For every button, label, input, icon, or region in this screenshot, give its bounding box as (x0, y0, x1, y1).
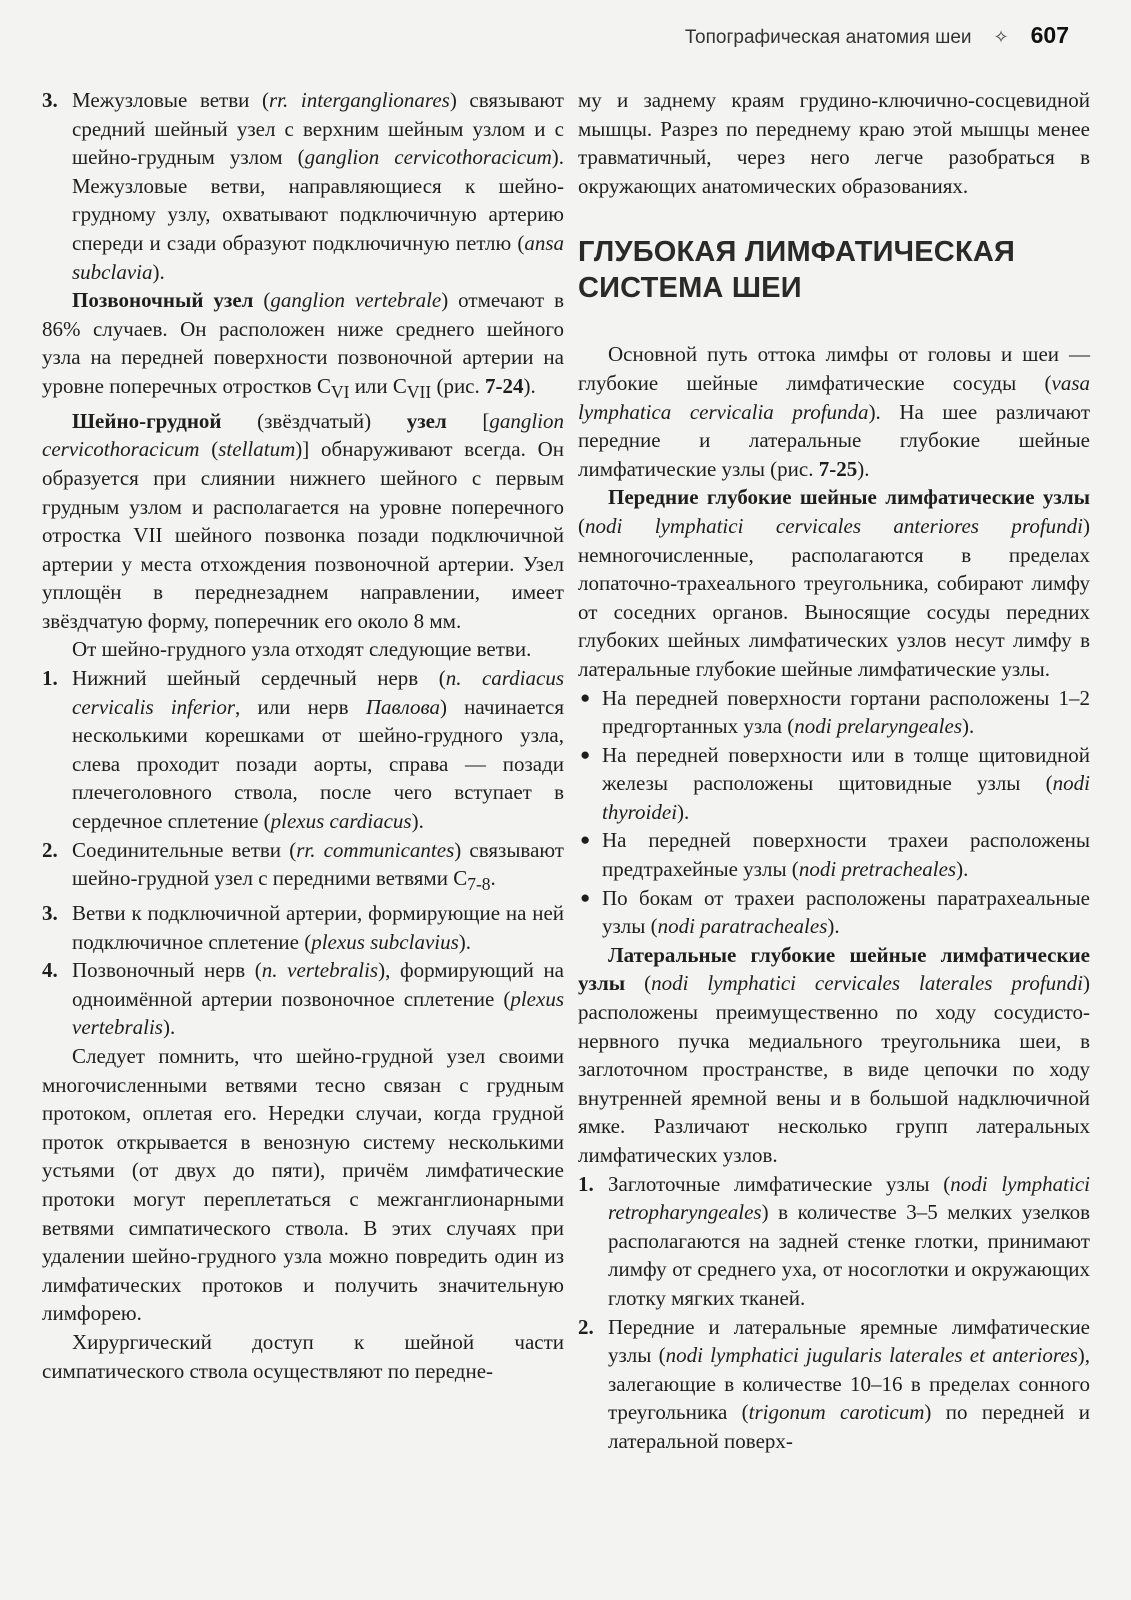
left-column (42, 86, 564, 1385)
text-run: Соединительные ветви ( (72, 837, 297, 862)
text-run: По бокам от трахеи расположены паратрахеальные узлы ( (602, 885, 1090, 939)
text-run: (рис. (431, 373, 486, 398)
text-run: На передней поверхности гортани расположены 1–2 предгортанных узла ( (602, 685, 1090, 739)
paragraph-surgical-access-continued: му и заднему краям грудино-ключично-сосцевидной мышцы. Разрез по переднему краю этой мышцы менее травматичный, через него легче разобраться в окружающих анатомических образованиях. (578, 88, 1090, 198)
list-item-retropharyngeal (578, 1170, 1090, 1313)
text-run: ( (199, 437, 219, 462)
text-run: Ветви к подключичной артерии, формирующие на ней подключичное сплетение ( (72, 901, 564, 954)
list-number: 2. (42, 837, 58, 862)
paragraph-stellate-ganglion (42, 407, 564, 636)
paragraph-main-pathway (578, 340, 1090, 483)
text-run: ). (458, 929, 472, 954)
list-item-vertebral-nerve (42, 956, 564, 1042)
text-run: Основной путь оттока лимфы от головы и шеи — глубокие шейные лимфатические сосуды ( (578, 342, 1090, 395)
text-run: ). На шее различают передние и латеральные глубокие шейные лимфатические узлы (рис. (578, 399, 1090, 481)
right-column (578, 86, 1090, 1456)
bold-term: Позвоночный узел (72, 288, 254, 313)
latin-term: rr. communicantes (296, 837, 455, 862)
section-heading-line: ГЛУБОКАЯ ЛИМФАТИЧЕСКАЯ (578, 236, 1016, 269)
bold-term: Шейно-грудной (72, 408, 222, 433)
text-run: ) связывают шейно-грудной узел с передними ветвями C (72, 837, 564, 891)
bold-term: Передние глубокие шейные лимфатические узлы (608, 485, 1090, 510)
latin-term: vasa lymphatica cervicalia profunda (578, 370, 1090, 424)
text-run: ) связывают средний шейный узел с верхним шейным узлом и с шейно-грудным узлом ( (72, 88, 564, 170)
latin-term: ganglion cervicothoracicum (304, 145, 552, 170)
text-run: [ (446, 408, 490, 433)
latin-term: ganglion vertebrale (270, 288, 442, 313)
paragraph-remember: Следует помнить, что шейно-грудной узел своими многочисленными ветвями тесно связан с грудным протоком, оплетая его. Нередки случаи, когда грудной проток открывается в венозную систему несколькими устьями (от двух до пяти), причём лимфатические протоки могут переплетаться с межганглионарными ветвями симпатического ствола. В этих случаях при удалении шейно-грудного узла можно повредить один из лимфатических протоков и получить значительную лимфорею. (42, 1043, 564, 1326)
running-head (685, 22, 1069, 49)
latin-term: plexus vertebralis (72, 986, 564, 1040)
text-run: ( (578, 513, 585, 538)
bold-term: Латеральные глубокие шейные лимфатические узлы (578, 942, 1090, 996)
text-run: ). (857, 456, 870, 481)
bullet-icon: ● (580, 687, 591, 707)
text-run: Нижний шейный сердечный нерв ( (72, 666, 446, 691)
text-run: ( (253, 288, 271, 313)
paragraph-surgical-access: Хирургический доступ к шейной части симпатического ствола осуществляют по передне- (42, 1329, 564, 1383)
subscript: 7-8 (467, 874, 491, 895)
paragraph-lateral-nodes (578, 941, 1090, 1170)
subscript: VII (406, 382, 432, 403)
latin-term: stellatum (218, 437, 296, 462)
text-run: Межузловые ветви ( (72, 88, 269, 112)
bullet-item-paratracheal (578, 884, 1090, 941)
latin-term: ganglion cervicothoracicum (42, 408, 564, 462)
bullet-item-pretracheal (578, 826, 1090, 883)
text-run: ( (625, 971, 652, 996)
text-run: ). (152, 259, 165, 284)
text-run: На передней поверхности или в толще щитовидной железы расположены щитовидные узлы ( (602, 742, 1090, 796)
text-run: На передней поверхности трахеи расположены предтрахейные узлы ( (602, 828, 1090, 882)
text-run: ) начинается несколькими корешками от шейно-грудного узла, слева проходит позади аорты, справа — позади плечеголовного ствола, после чего вступает в сердечное сплетение ( (72, 694, 564, 834)
page-number: 607 (1030, 22, 1069, 48)
latin-term: ansa subclavia (72, 230, 564, 284)
text-run: ). (962, 714, 975, 739)
text-run: ). Межузловые ветви, направляющиеся к шейно-грудному узлу, охватывают подключичную артерию спереди и сзади образуют подключичную петлю ( (72, 145, 564, 255)
section-heading-line: СИСТЕМА ШЕИ (578, 272, 802, 305)
text-run: ). (162, 1015, 176, 1040)
text-run: ). (956, 857, 969, 882)
latin-term: nodi lymphatici cervicales laterales profundi (651, 971, 1083, 996)
list-item-subclavian-branches (42, 899, 564, 956)
subscript: VI (330, 382, 350, 403)
text-run: Передние и латеральные яремные лимфатические узлы ( (608, 1314, 1090, 1368)
latin-term: nodi pretracheales (798, 857, 957, 882)
text-run: Позвоночный нерв ( (72, 958, 262, 983)
text-run: Заглоточные лимфатические узлы ( (608, 1171, 951, 1196)
list-number: 3. (42, 901, 58, 925)
list-number: 3. (42, 88, 58, 112)
paragraph-branches-intro: От шейно-грудного узла отходят следующие ветви. (72, 637, 532, 662)
text-run: ), формирующий на одноимённой артерии позвоночное сплетение ( (72, 958, 564, 1011)
figure-reference: 7-25 (818, 456, 858, 481)
list-number: 2. (578, 1314, 594, 1339)
text-run: ), залегающие в количестве 10–16 в пределах сонного треугольника ( (608, 1343, 1090, 1425)
italic-name: Павлова (365, 694, 440, 719)
text-run: ). (677, 799, 690, 824)
bullet-icon: ● (580, 830, 591, 850)
latin-term: plexus subclavius (311, 929, 459, 954)
ornament-icon: ✧ (993, 27, 1009, 48)
text-run: ) по передней и латеральной поверх- (608, 1400, 1090, 1453)
list-number: 4. (42, 958, 58, 983)
list-item-communicating-branches (42, 836, 564, 899)
list-item-jugular (578, 1313, 1090, 1456)
text-run: . (490, 866, 496, 891)
latin-term: nodi lymphatici retropharyngeales (608, 1171, 1090, 1225)
figure-reference: 7-24 (485, 373, 524, 398)
list-number: 1. (578, 1171, 594, 1196)
latin-term: trigonum caroticum (748, 1400, 925, 1425)
text-run: ) в количестве 3–5 мелких узелков располагаются на задней стенке глотки, принимают лимфу от среднего уха, от носоглотки и окружающих глотку мягких тканей. (608, 1200, 1090, 1310)
section-heading (578, 234, 1090, 306)
latin-term: plexus cardiacus (270, 809, 412, 834)
bullet-icon: ● (580, 887, 591, 907)
text-run: ) отмечают в 86% случаев. Он расположен ниже среднего шейного узла на передней поверхности позвоночной артерии на уровне поперечных отростков C (42, 288, 564, 398)
bullet-item-prelaryngeal (578, 684, 1090, 741)
paragraph-anterior-nodes (578, 483, 1090, 683)
list-number: 1. (42, 666, 58, 691)
latin-term: nodi lymphatici cervicales anteriores profundi (585, 513, 1083, 538)
latin-term: nodi thyroidei (602, 771, 1090, 824)
text-run: ) расположены преимущественно по ходу сосудисто-нервного пучка медиального треугольника шеи, в заглоточном пространстве, в виде цепочки по ходу внутренней яремной вены и в большой надключичной ямке. Различают несколько групп латеральных лимфатических узлов. (578, 971, 1090, 1167)
running-head-title: Топографическая анатомия шеи (684, 27, 972, 48)
text-run: , или нерв (235, 694, 366, 719)
list-item-interganglionic-branches (42, 86, 564, 286)
paragraph-vertebral-ganglion (42, 286, 564, 407)
text-run: ). (411, 809, 424, 834)
text-run: или C (349, 373, 407, 398)
latin-term: nodi lymphatici jugularis laterales et anteriores (665, 1343, 1078, 1368)
latin-term: nodi prelaryngeales (794, 714, 962, 739)
latin-term: rr. interganglionares (269, 88, 450, 112)
bullet-icon: ● (580, 744, 591, 764)
bullet-item-thyroid (578, 741, 1090, 827)
latin-term: n. cardiacus cervicalis inferior (72, 666, 564, 719)
list-item-inferior-cardiac-nerve (42, 664, 564, 836)
text-run: ) немногочисленные, располагаются в пределах лопаточно-трахеального треугольника, собирают лимфу от соседних органов. Выносящие сосуды передних глубоких шейных лимфатических узлов несут лимфу в латеральные глубокие шейные лимфатические узлы. (578, 513, 1090, 681)
text-run: (звёздчатый) (221, 408, 407, 433)
latin-term: nodi paratracheales (657, 914, 828, 939)
bold-term: узел (406, 408, 447, 433)
text-run: ). (523, 373, 536, 398)
latin-term: n. vertebralis (261, 958, 379, 983)
text-run: ). (827, 914, 840, 939)
text-run: )] обнаруживают всегда. Он образуется при слиянии нижнего шейного с первым грудным узлом и располагается на уровне поперечного отростка VII шейного позвонка позади подключичной артерии у места отхождения позвоночной артерии. Узел уплощён в переднезаднем направлении, имеет звёздчатую форму, поперечник его около 8 мм. (42, 437, 565, 633)
